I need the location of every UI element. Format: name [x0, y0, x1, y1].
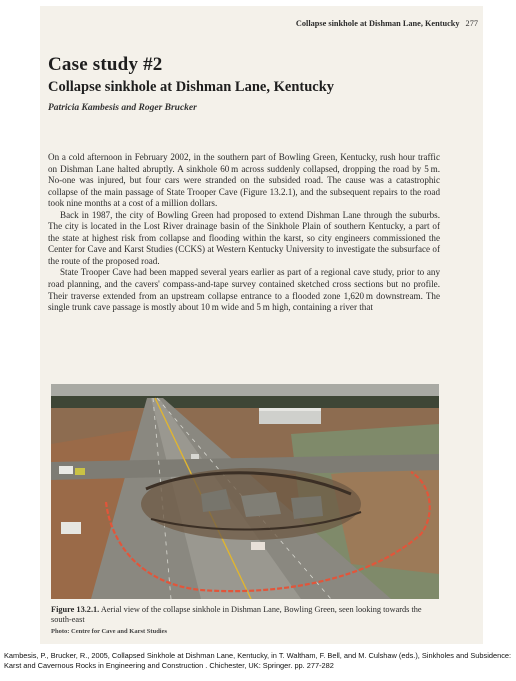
- running-head: [190, 19, 478, 28]
- figure-label: Figure 13.2.1.: [51, 605, 100, 614]
- paragraph-3: State Trooper Cave had been mapped several years earlier as part of a regional cave study, prior to any road planning, and the cavers' compass-and-tape survey contained sketched cross sections but no profile. Their traverse extended from an upstream collapse entrance to a flooded zone 1,620 m downstream. The single trunk cave passage is mostly about 10 m wide and 5 m high, containing a river that: [48, 267, 440, 313]
- aerial-photo: [51, 384, 439, 599]
- authors: Patricia Kambesis and Roger Brucker: [48, 103, 197, 113]
- case-study-title: Collapse sinkhole at Dishman Lane, Kentucky: [48, 79, 335, 95]
- paragraph-2: Back in 1987, the city of Bowling Green had proposed to extend Dishman Lane through the suburbs. The city is located in the Lost River drainage basin of the Sinkhole Plain of southern Kentucky, a part of the state at highest risk from collapse and flooding within the karst, so city engineers commissioned the Center for Cave and Karst Studies (CCKS) at Western Kentucky University to investigate the subsurface of the route of the proposed road.: [48, 209, 440, 266]
- case-study-label: Case study #2: [48, 54, 163, 75]
- book-page: [40, 6, 483, 644]
- aerial-photo-illustration: [51, 384, 439, 599]
- citation: Kambesis, P., Brucker, R., 2005, Collapsed Sinkhole at Dishman Lane, Kentucky, in T. Waltham, F. Bell, and M. Culshaw (eds.), Sinkholes and Subsidence: Karst and Cavernous Rocks in Engineering and Construction . Chichester, UK: Springer. pp. 277-282: [4, 651, 512, 670]
- paragraph-1: On a cold afternoon in February 2002, in the southern part of Bowling Green, Kentucky, rush hour traffic on Dishman Lane halted abruptly. A sinkhole 60 m across suddenly collapsed, dropping the road by 5 m. No-one was injured, but four cars were stranded on the subsided road. The cause was a catastrophic collapse of the main passage of State Trooper Cave (Figure 13.2.1), and the subsequent repairs to the road took nine months at a cost of a million dollars.: [48, 152, 440, 209]
- figure-caption-text: Aerial view of the collapse sinkhole in Dishman Lane, Bowling Green, seen looking towards the south-east: [51, 605, 422, 624]
- figure-caption: [51, 605, 441, 625]
- photo-credit: Photo: Centre for Cave and Karst Studies: [51, 628, 168, 635]
- running-head-title: Collapse sinkhole at Dishman Lane, Kentucky: [295, 19, 460, 28]
- body-text: [48, 152, 440, 314]
- page-number: 277: [465, 19, 478, 28]
